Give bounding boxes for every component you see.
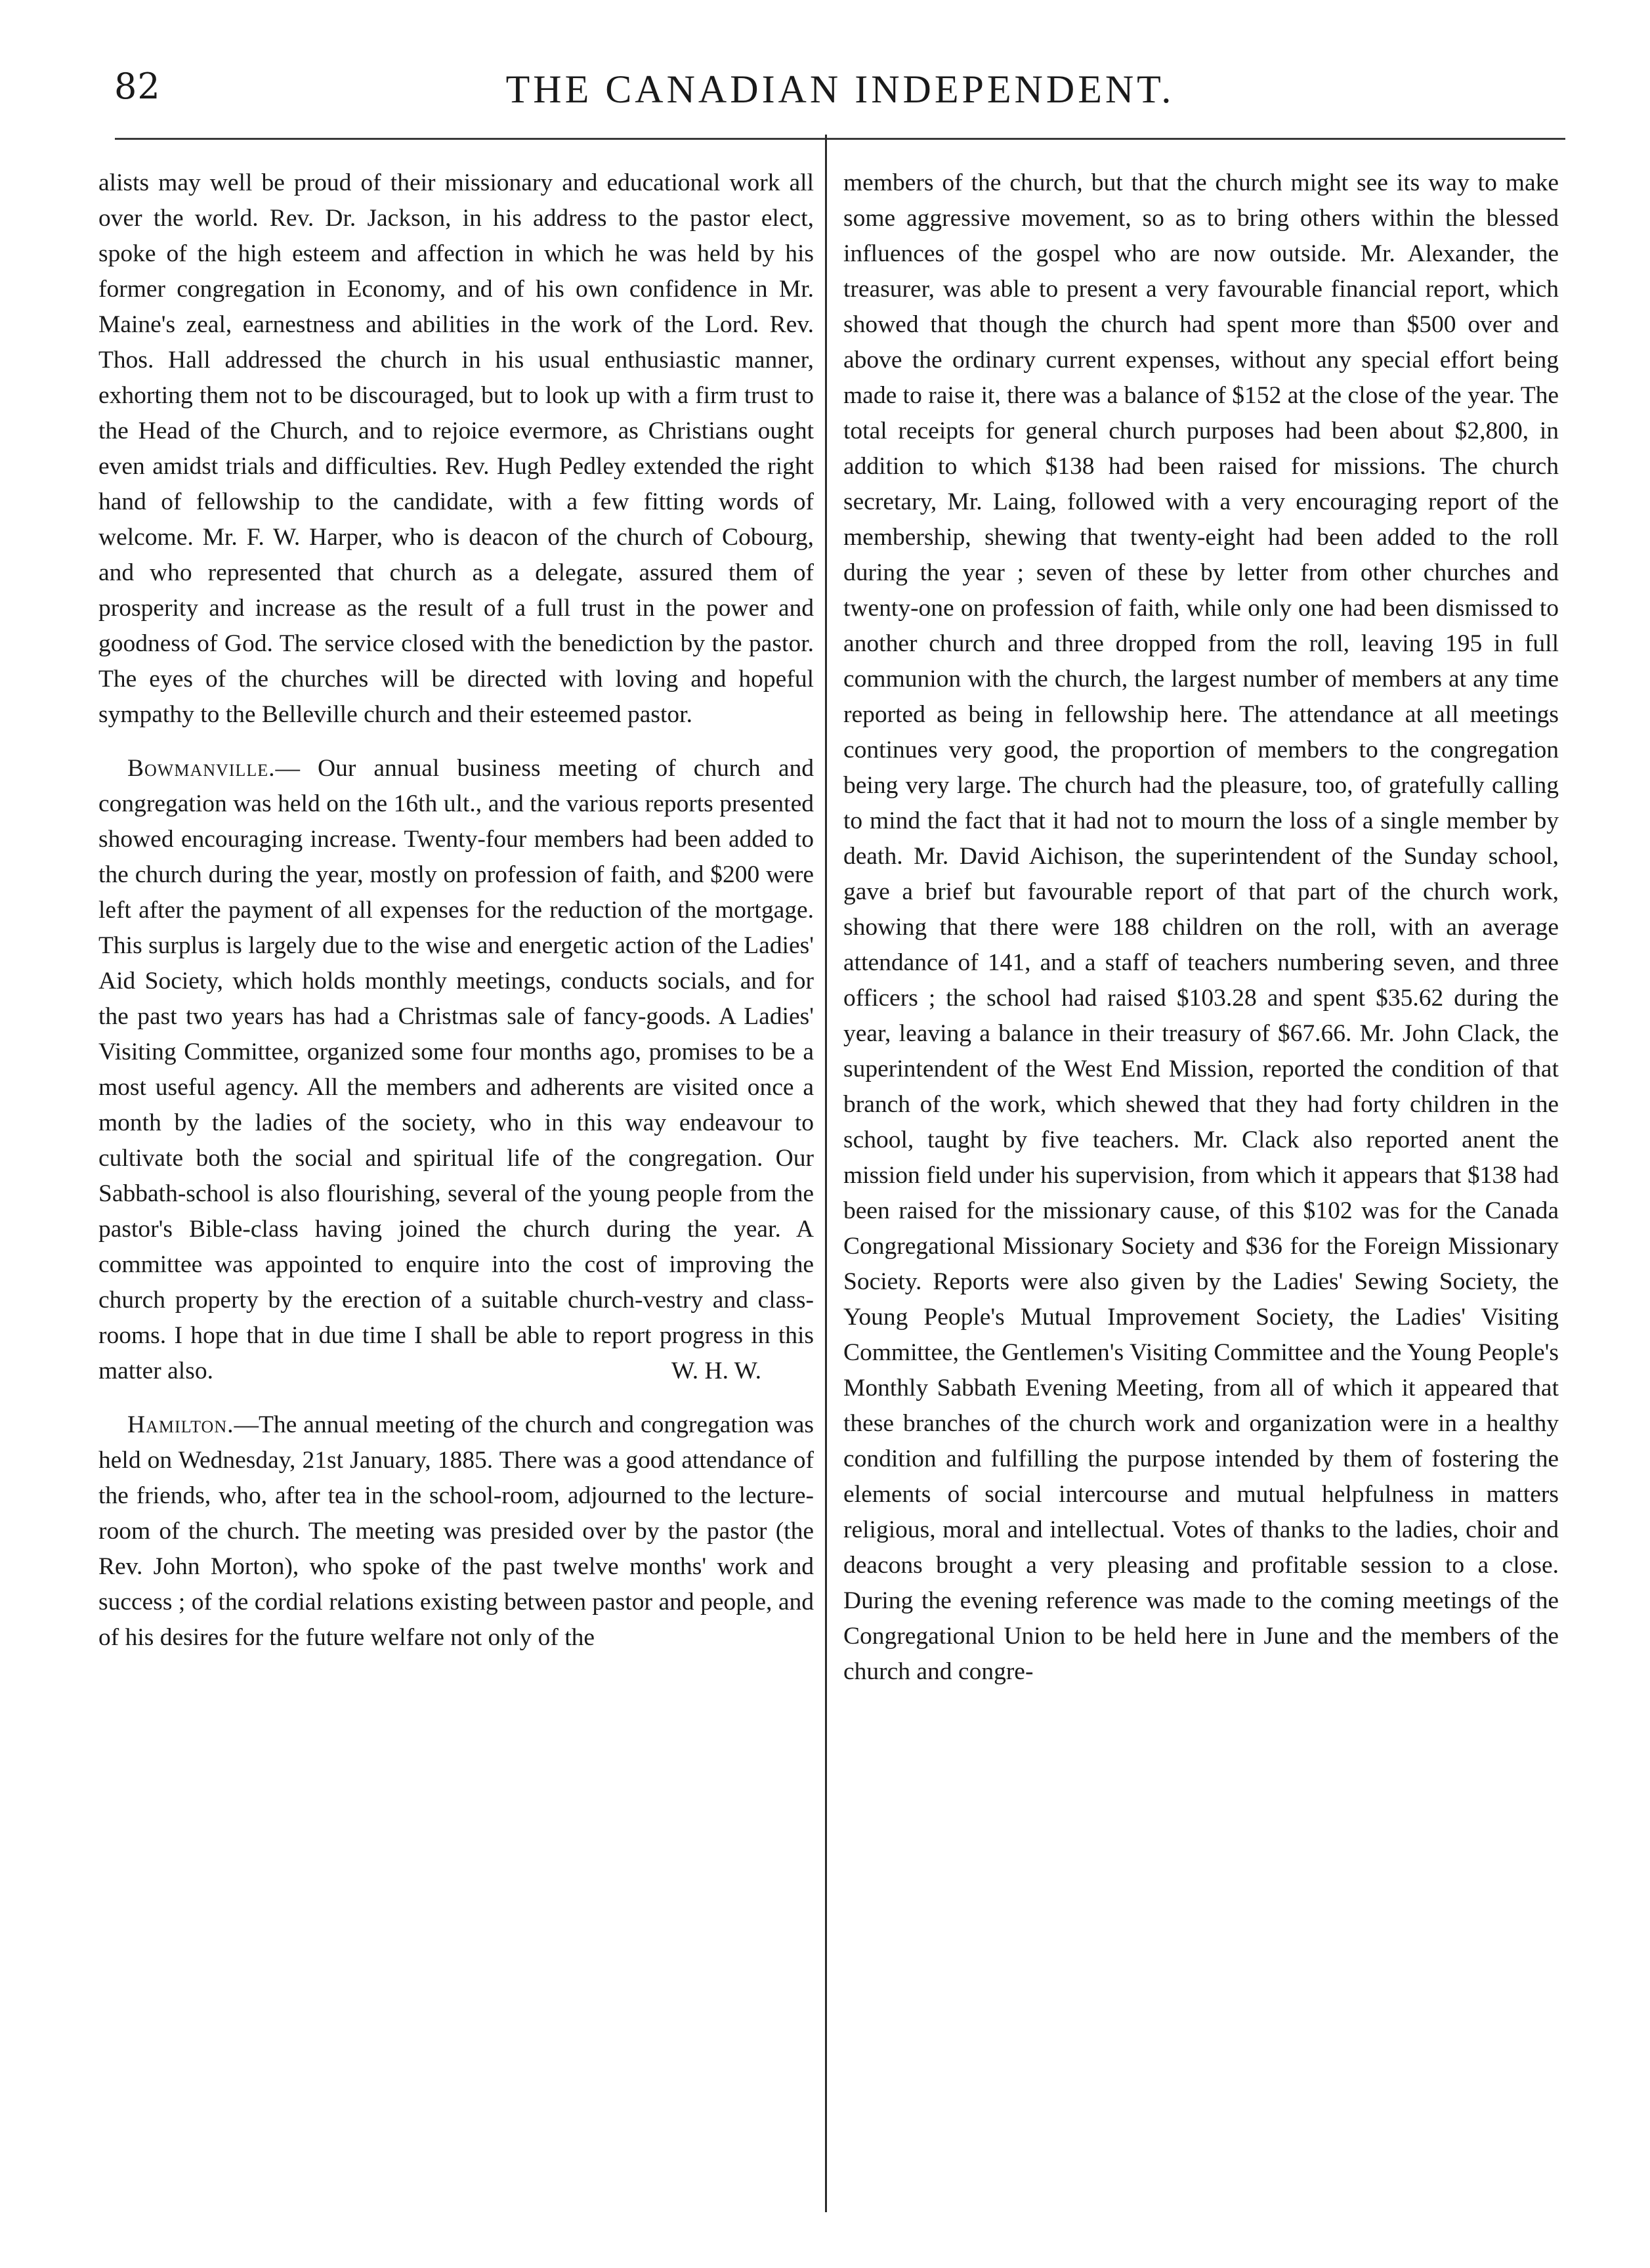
hamilton-heading: Hamilton. (127, 1411, 234, 1438)
bowmanville-paragraph (98, 751, 814, 1389)
hamilton-paragraph (98, 1407, 814, 1656)
journal-title: THE CANADIAN INDEPENDENT. (505, 68, 1175, 111)
header-rule (115, 138, 1565, 140)
bowmanville-heading: Bowmanville. (127, 755, 276, 782)
bowmanville-text: — Our annual business meeting of church and congregation was held on the 16th ult., and the various reports presented showed encouraging increase. Twenty-four members had been added to the church during the year, mostly on profession of faith, and $200 were left after the payment of all expenses for the reduction of the mortgage. This surplus is largely due to the wise and energetic action of the Ladies' Aid Society, which holds monthly meetings, conducts socials, and for the past two years has had a Christmas sale of fancy-goods. A Ladies' Visiting Committee, organized some four months ago, promises to be a most useful agency. All the members and adherents are visited once a month by the ladies of the society, who in this way endeavour to cultivate both the social and spiritual life of the congregation. Our Sabbath-school is also flourishing, several of the young people from the pastor's Bible-class having joined the church during the year. A committee was appointed to enquire into the cost of improving the church property by the erection of a suitable church-vestry and class-rooms. I hope that in due time I shall be able to report progress in this matter also. (98, 755, 814, 1384)
column-divider (825, 135, 827, 2212)
page-header (98, 63, 1582, 129)
hamilton-text: —The annual meeting of the church and congregation was held on Wednesday, 21st January, 1885. There was a good attendance of the friends, who, after tea in the school-room, adjourned to the lecture-room of the church. The meeting was presided over by the pastor (the Rev. John Morton), who spoke of the past twelve months' work and success ; of the cordial relations existing between pastor and people, and of his desires for the future welfare not only of the (98, 1411, 814, 1651)
right-column (843, 165, 1559, 2220)
hamilton-continued-paragraph: members of the church, but that the church might see its way to make some aggressive movement, so as to bring others within the blessed influences of the gospel who are now outside. Mr. Alexander, the treasurer, was able to present a very favourable financial report, which showed that though the church had spent more than $500 over and above the ordinary current expenses, without any special effort being made to raise it, there was a balance of $152 at the close of the year. The total receipts for general church purposes had been about $2,800, in addition to which $138 had been raised for missions. The church secretary, Mr. Laing, followed with a very encouraging report of the membership, shewing that twenty-eight had been added to the roll during the year ; seven of these by letter from other churches and twenty-one on profession of faith, while only one had been dismissed to another church and three dropped from the roll, leaving 195 in full communion with the church, the largest number of members at any time reported as being in fellowship here. The attendance at all meetings continues very good, the proportion of members to the congregation being very large. The church had the pleasure, too, of gratefully calling to mind the fact that it had not to mourn the loss of a single member by death. Mr. David Aichison, the superintendent of the Sunday school, gave a brief but favourable report of that part of the church work, showing that there were 188 children on the roll, with an average attendance of 141, and a staff of teachers numbering seven, and three officers ; the school had raised $103.28 and spent $35.62 during the year, leaving a balance in their treasury of $67.66. Mr. John Clack, the superintendent of the West End Mission, reported the condition of that branch of the work, which shewed that they had forty children in the school, taught by five teachers. Mr. Clack also reported anent the mission field under his supervision, from which it appears that $138 had been raised for the missionary cause, of this $102 was for the Canada Congregational Missionary Society and $36 for the Foreign Missionary Society. Reports were also given by the Ladies' Sewing Society, the Young People's Mutual Improvement Society, the Ladies' Visiting Committee, the Gentlemen's Visiting Committee and the Young People's Monthly Sabbath Evening Meeting, from all of which it appeared that these branches of the church work and organization were in a healthy condition and fulfilling the purpose intended by them of fostering the elements of social intercourse and mutual helpfulness in matters religious, moral and intellectual. Votes of thanks to the ladies, choir and deacons brought a very pleasing and profitable session to a close. During the evening reference was made to the coming meetings of the Congregational Union to be held here in June and the members of the church and congre- (843, 169, 1559, 1685)
bowmanville-signature: W. H. W. (671, 1358, 761, 1384)
belleville-continued-paragraph: alists may well be proud of their missionary and educational work all over the world. Rev. Dr. Jackson, in his address to the pastor elect, spoke of the high esteem and affection in which he was held by his former congregation in Economy, and of his own confidence in Mr. Maine's zeal, earnestness and abilities in the work of the Lord. Rev. Thos. Hall addressed the church in his usual enthusiastic manner, exhorting them not to be discouraged, but to look up with a firm trust to the Head of the Church, and to rejoice evermore, as Christians ought even amidst trials and difficulties. Rev. Hugh Pedley extended the right hand of fellowship to the candidate, with a few fitting words of welcome. Mr. F. W. Harper, who is deacon of the church of Cobourg, and who represented that church as a delegate, assured them of prosperity and increase as the result of a full trust in the power and goodness of God. The service closed with the benediction by the pastor. The eyes of the churches will be directed with loving and hopeful sympathy to the Belleville church and their esteemed pastor. (98, 169, 814, 728)
page-number: 82 (114, 66, 161, 107)
left-column (98, 165, 814, 2220)
